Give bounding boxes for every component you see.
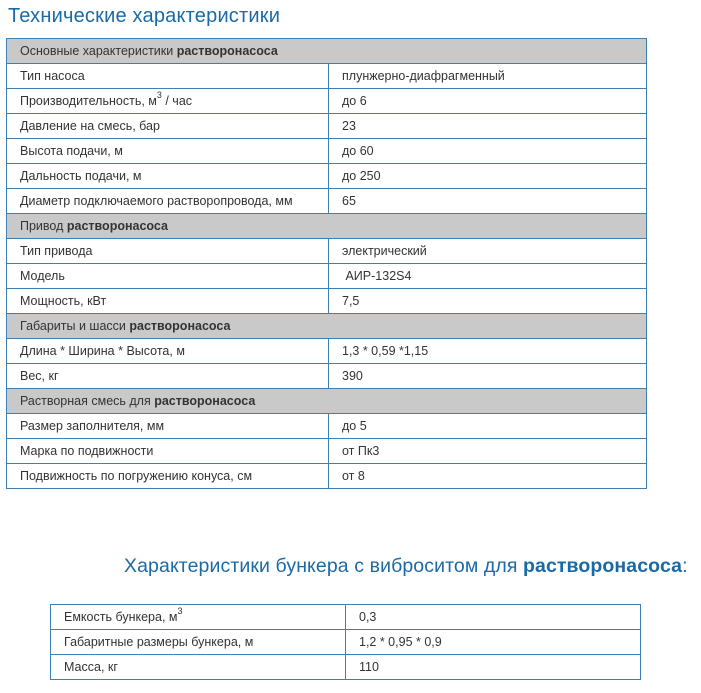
table-row (7, 89, 647, 114)
row-label: Диаметр подключаемого растворопровода, мм (7, 189, 329, 214)
row-value: электрический (329, 239, 647, 264)
section-title: Растворная смесь для растворонасоса (7, 389, 647, 414)
row-label: Высота подачи, м (7, 139, 329, 164)
row-label: Масса, кг (51, 655, 346, 680)
row-label: Подвижность по погружению конуса, см (7, 464, 329, 489)
table-row (51, 655, 641, 680)
row-label: Модель (7, 264, 329, 289)
row-label: Давление на смесь, бар (7, 114, 329, 139)
row-label: Дальность подачи, м (7, 164, 329, 189)
row-value: 110 (346, 655, 641, 680)
row-value: до 5 (329, 414, 647, 439)
row-value: АИР-132S4 (329, 264, 647, 289)
row-value: 23 (329, 114, 647, 139)
section-title: Основные характеристики растворонасоса (7, 39, 647, 64)
table-row (7, 414, 647, 439)
row-label: Вес, кг (7, 364, 329, 389)
page-title: Технические характеристики (8, 5, 281, 27)
row-value: 65 (329, 189, 647, 214)
table-row (7, 264, 647, 289)
row-value: 1,2 * 0,95 * 0,9 (346, 630, 641, 655)
row-label: Габаритные размеры бункера, м (51, 630, 346, 655)
row-label: Размер заполнителя, мм (7, 414, 329, 439)
row-value: до 60 (329, 139, 647, 164)
section-title: Привод растворонасоса (7, 214, 647, 239)
table-row (7, 289, 647, 314)
row-value: плунжерно-диафрагменный (329, 64, 647, 89)
row-label: Емкость бункера, $м^3$ (51, 605, 346, 630)
row-label: Производительность, $м^3$ / час (7, 89, 329, 114)
row-label: Тип насоса (7, 64, 329, 89)
row-value: до 250 (329, 164, 647, 189)
row-value: 0,3 (346, 605, 641, 630)
table-row (7, 339, 647, 364)
row-label: Длина * Ширина * Высота, м (7, 339, 329, 364)
table-row (7, 239, 647, 264)
table-row (7, 64, 647, 89)
row-label: Марка по подвижности (7, 439, 329, 464)
row-value: 7,5 (329, 289, 647, 314)
hopper-section-heading: Характеристики бункера с виброситом для растворонасоса: (124, 555, 688, 577)
section-header-dimensions (7, 314, 647, 339)
table-row (7, 464, 647, 489)
pump-specs-table (6, 38, 647, 489)
table-row (7, 439, 647, 464)
row-value: 390 (329, 364, 647, 389)
row-label: Мощность, кВт (7, 289, 329, 314)
table-row (7, 114, 647, 139)
section-title: Габариты и шасси растворонасоса (7, 314, 647, 339)
table-row (51, 605, 641, 630)
table-row (7, 139, 647, 164)
section-header-main (7, 39, 647, 64)
row-value: до 6 (329, 89, 647, 114)
row-label: Тип привода (7, 239, 329, 264)
row-value: от 8 (329, 464, 647, 489)
table-row (7, 189, 647, 214)
table-row (7, 164, 647, 189)
section-header-drive (7, 214, 647, 239)
table-row (51, 630, 641, 655)
row-value: 1,3 * 0,59 *1,15 (329, 339, 647, 364)
row-value: от Пк3 (329, 439, 647, 464)
hopper-specs-table (50, 604, 641, 680)
table-row (7, 364, 647, 389)
section-header-mortar (7, 389, 647, 414)
